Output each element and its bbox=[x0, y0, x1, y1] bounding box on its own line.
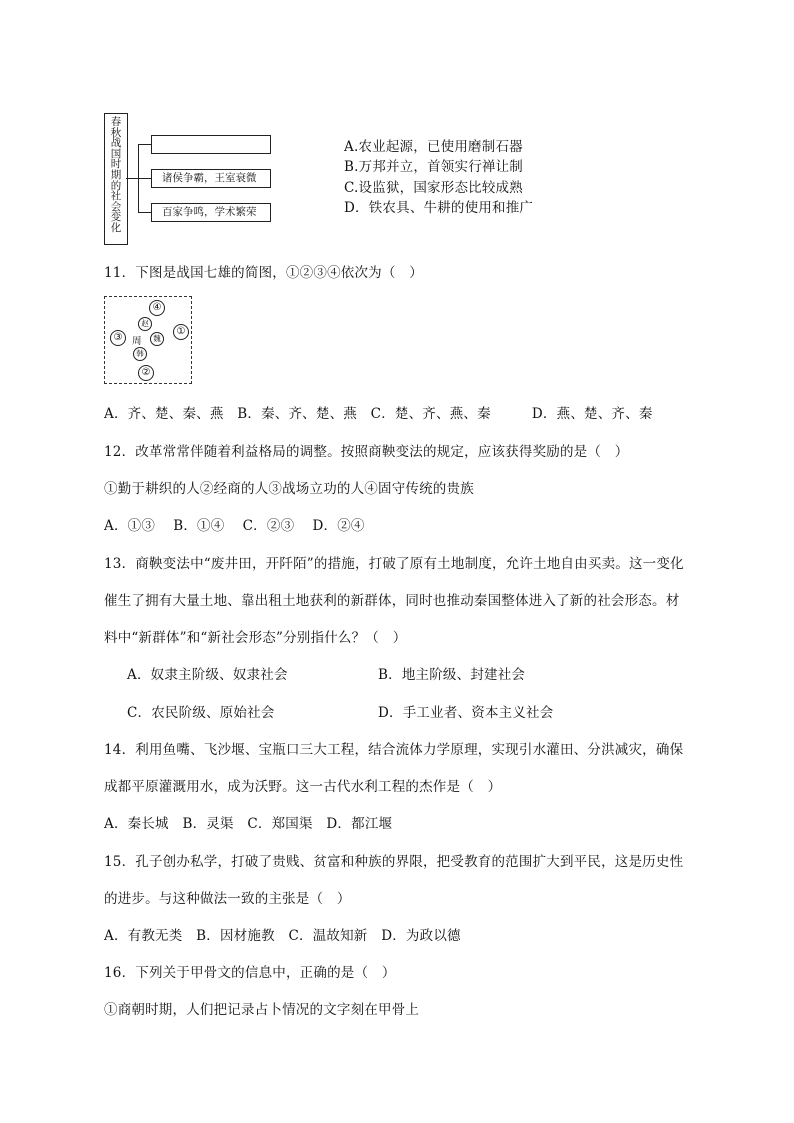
connector-line bbox=[138, 144, 151, 145]
q10-option-c: C.设监狱，国家形态比较成熟 bbox=[344, 180, 523, 196]
q13-line-3: 料中“新群体”和“新社会形态”分别指什么？（ ） bbox=[104, 630, 407, 646]
q15-line-2: 的进步。与这种做法一致的主张是（ ） bbox=[104, 891, 351, 907]
q13-option-c: C．农民阶级、原始社会 bbox=[127, 705, 275, 721]
q12-items: ①勤于耕织的人②经商的人③战场立功的人④固守传统的贵族 bbox=[104, 481, 474, 497]
diagram-vertical-title: 春秋战国时期的社会变化 bbox=[110, 116, 122, 234]
map-label-2: ② bbox=[138, 365, 154, 381]
q10-option-d: D．铁农具、牛耕的使用和推广 bbox=[344, 200, 534, 216]
map-label-4: ④ bbox=[149, 300, 165, 316]
connector-line bbox=[138, 212, 151, 213]
connector-line bbox=[138, 178, 151, 179]
q13-option-d: D．手工业者、资本主义社会 bbox=[378, 705, 554, 721]
map-label-han: 韩 bbox=[133, 347, 147, 361]
q13-option-b: B．地主阶级、封建社会 bbox=[378, 667, 526, 683]
map-label-wei: 魏 bbox=[150, 332, 164, 346]
diagram-box-3: 百家争鸣，学术繁荣 bbox=[151, 203, 271, 222]
q10-option-a: A.农业起源，已使用磨制石器 bbox=[344, 139, 523, 155]
q14-line-2: 成都平原灌溉用水，成为沃野。这一古代水利工程的杰作是（ ） bbox=[104, 779, 502, 795]
q11-stem: 11．下图是战国七雄的简图，①②③④依次为（ ） bbox=[104, 265, 423, 281]
diagram-box-blank bbox=[151, 135, 271, 154]
map-label-1: ① bbox=[173, 324, 189, 340]
q16-stem: 16．下列关于甲骨文的信息中，正确的是（ ） bbox=[104, 965, 396, 981]
q14-line-1: 14．利用鱼嘴、飞沙堰、宝瓶口三大工程，结合流体力学原理，实现引水灌田、分洪减灾，确保 bbox=[104, 742, 684, 758]
q13-line-1: 13．商鞅变法中“废井田，开阡陌”的措施，打破了原有土地制度，允许土地自由买卖。这一变化 bbox=[104, 556, 684, 572]
q16-item-1: ①商朝时期，人们把记录占卜情况的文字刻在甲骨上 bbox=[104, 1002, 420, 1018]
warring-states-map bbox=[104, 296, 192, 384]
map-label-zhao: 赵 bbox=[138, 317, 152, 331]
q14-options: A．秦长城 B．灵渠 C．郑国渠 D．都江堰 bbox=[104, 816, 393, 832]
connector-line bbox=[126, 178, 138, 179]
map-label-zhou: 周 bbox=[132, 336, 142, 347]
q15-line-1: 15．孔子创办私学，打破了贵贱、贫富和种族的界限，把受教育的范围扩大到平民，这是历史性 bbox=[104, 854, 684, 870]
q10-option-b: B.万邦并立，首领实行禅让制 bbox=[344, 159, 524, 175]
q15-options: A．有教无类 B．因材施教 C．温故知新 D．为政以德 bbox=[104, 928, 461, 944]
q11-options: A．齐、楚、秦、燕 B．秦、齐、楚、燕 C．楚、齐、燕、秦 D．燕、楚、齐、秦 bbox=[104, 406, 653, 422]
q13-option-a: A．奴隶主阶级、奴隶社会 bbox=[127, 667, 288, 683]
diagram-box-2: 诸侯争霸，王室衰微 bbox=[151, 169, 271, 188]
map-label-3: ③ bbox=[110, 330, 126, 346]
q12-stem: 12．改革常常伴随着利益格局的调整。按照商鞅变法的规定，应该获得奖励的是（ ） bbox=[104, 444, 629, 460]
q13-line-2: 催生了拥有大量土地、靠出租土地获利的新群体，同时也推动秦国整体进入了新的社会形态。材 bbox=[104, 593, 680, 609]
q12-options: A．①③ B．①④ C．②③ D．②④ bbox=[104, 518, 365, 534]
